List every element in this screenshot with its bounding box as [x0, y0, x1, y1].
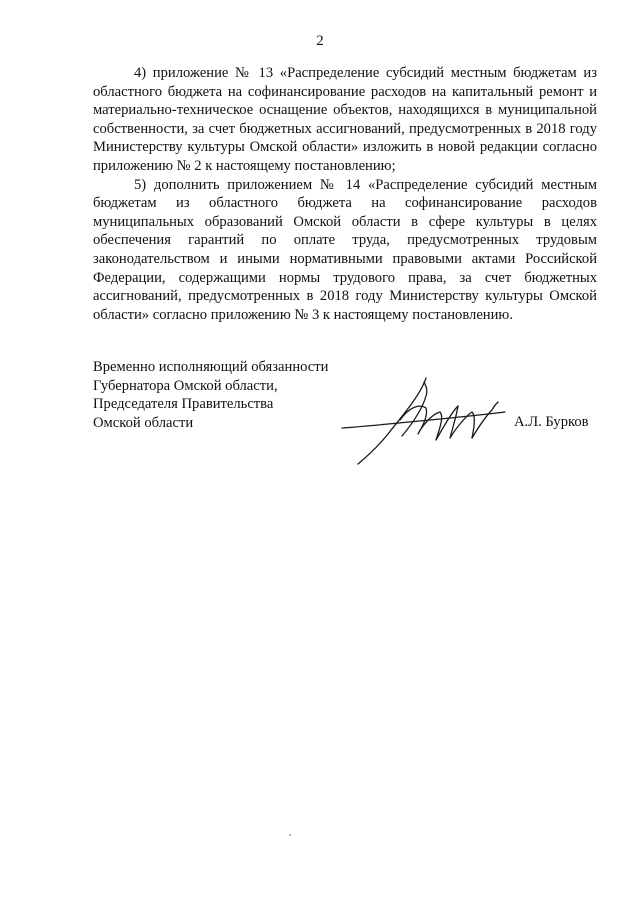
scan-artifact: [289, 834, 291, 836]
paragraph-item-4: 4) приложение № 13 «Распределение субсидий местным бюджетам из областного бюджета на софинансирование расходов на капитальный ремонт и материально-техническое оснащение объектов, находящихся в муниципальной собственности, за счет бюджетных ассигнований, предусмотренных в 2018 году Министерству культуры Омской области» изложить в новой редакции согласно приложению № 2 к настоящему постановлению;: [93, 65, 597, 174]
paragraph-item-5: 5) дополнить приложением № 14 «Распределение субсидий местным бюджетам из областного бюджета на софинансирование расходов муниципальных образований Омской области в сфере культуры в целях обеспечения гарантий по оплате труда, предусмотренных трудовым законодательством и иными нормативными правовыми актами Российской Федерации, содержащими нормы трудового права, за счет бюджетных ассигнований, предусмотренных в 2018 году Министерству культуры Омской области» согласно приложению № 3 к настоящему постановлению.: [93, 176, 597, 323]
signatory-position-line: Временно исполняющий обязанности: [93, 359, 329, 375]
handwritten-signature: [340, 376, 510, 466]
signatory-position-line: Омской области: [93, 414, 194, 431]
document-body: [93, 64, 597, 324]
page-number: 2: [316, 33, 324, 49]
signatory-position-line: Председателя Правительства: [93, 396, 274, 413]
signatory-position-line: Губернатора Омской области,: [93, 377, 278, 394]
signer-name: А.Л. Бурков: [514, 414, 589, 430]
